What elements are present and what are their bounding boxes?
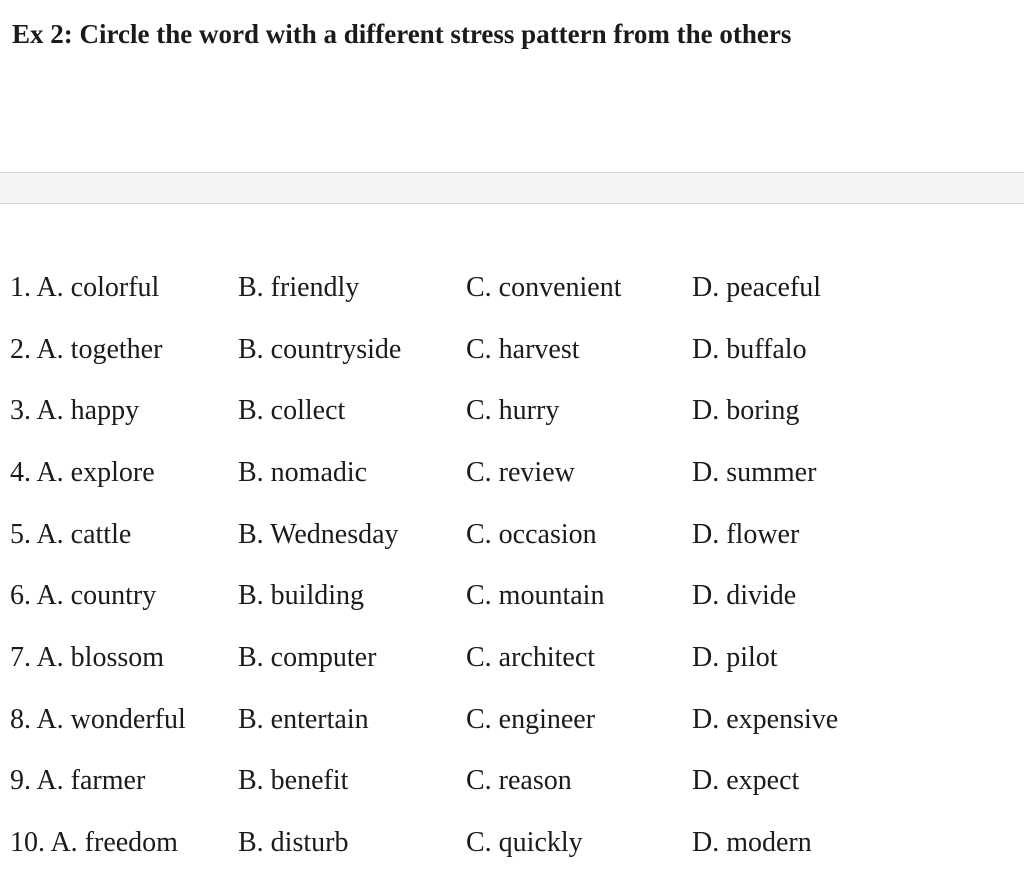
option-c[interactable]: C. occasion [466, 519, 597, 550]
option-d[interactable]: D. boring [692, 395, 800, 426]
option-d[interactable]: D. summer [692, 457, 817, 488]
option-c[interactable]: C. mountain [466, 580, 605, 611]
option-b[interactable]: B. nomadic [238, 457, 368, 488]
option-c[interactable]: C. convenient [466, 272, 622, 303]
option-b[interactable]: B. collect [238, 395, 346, 426]
option-c[interactable]: C. harvest [466, 334, 580, 365]
question-row [0, 389, 1024, 433]
option-a[interactable]: 8. A. wonderful [10, 704, 186, 735]
option-a[interactable]: 4. A. explore [10, 457, 155, 488]
option-d[interactable]: D. pilot [692, 642, 778, 673]
option-b[interactable]: B. countryside [238, 334, 402, 365]
question-row [0, 759, 1024, 803]
option-d[interactable]: D. expect [692, 765, 800, 796]
option-a[interactable]: 2. A. together [10, 334, 163, 365]
option-c[interactable]: C. review [466, 457, 575, 488]
question-row [0, 574, 1024, 618]
option-a[interactable]: 3. A. happy [10, 395, 140, 426]
option-b[interactable]: B. Wednesday [238, 519, 399, 550]
option-c[interactable]: C. reason [466, 765, 572, 796]
option-a[interactable]: 10. A. freedom [10, 827, 178, 858]
option-a[interactable]: 1. A. colorful [10, 272, 160, 303]
question-row [0, 451, 1024, 495]
question-row [0, 698, 1024, 742]
question-row [0, 328, 1024, 372]
option-d[interactable]: D. peaceful [692, 272, 822, 303]
option-a[interactable]: 7. A. blossom [10, 642, 165, 673]
question-row [0, 821, 1024, 865]
option-d[interactable]: D. flower [692, 519, 800, 550]
option-c[interactable]: C. engineer [466, 704, 596, 735]
option-b[interactable]: B. friendly [238, 272, 360, 303]
exercise-title: Ex 2: Circle the word with a different stress pattern from the others [12, 19, 792, 49]
option-a[interactable]: 9. A. farmer [10, 765, 146, 796]
option-b[interactable]: B. benefit [238, 765, 349, 796]
option-b[interactable]: B. disturb [238, 827, 349, 858]
option-c[interactable]: C. architect [466, 642, 596, 673]
option-c[interactable]: C. quickly [466, 827, 583, 858]
option-b[interactable]: B. computer [238, 642, 377, 673]
question-row [0, 513, 1024, 557]
option-a[interactable]: 6. A. country [10, 580, 157, 611]
option-c[interactable]: C. hurry [466, 395, 560, 426]
option-b[interactable]: B. entertain [238, 704, 369, 735]
option-d[interactable]: D. modern [692, 827, 812, 858]
option-d[interactable]: D. expensive [692, 704, 839, 735]
question-row [0, 266, 1024, 310]
option-b[interactable]: B. building [238, 580, 365, 611]
option-d[interactable]: D. divide [692, 580, 797, 611]
option-d[interactable]: D. buffalo [692, 334, 807, 365]
question-row [0, 636, 1024, 680]
option-a[interactable]: 5. A. cattle [10, 519, 132, 550]
